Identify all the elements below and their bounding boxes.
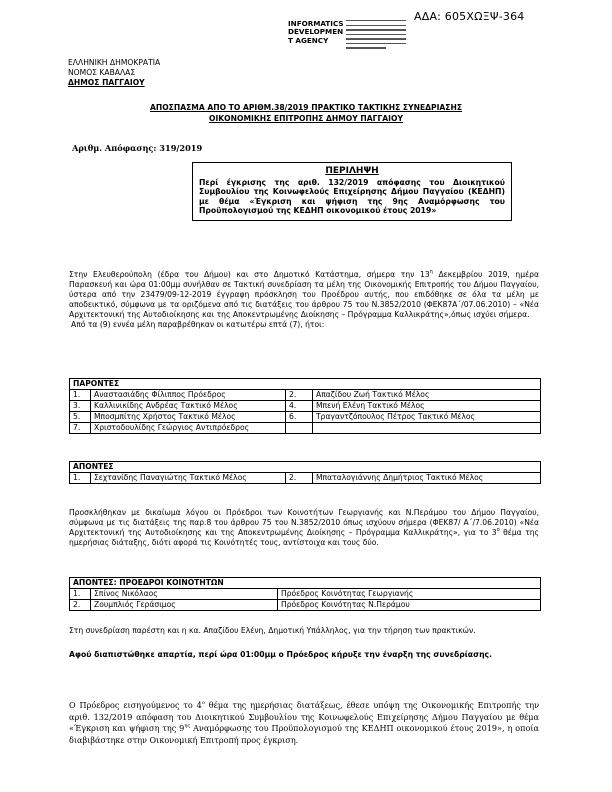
row-number bbox=[286, 423, 313, 434]
closing-text-b: θέμα της ημερήσιας διατάξεως, έθεσε υπόψη της Οικονομικής Επιτροπής την αριθ. 132/2019 απόφαση του Διοικητικού Συμβουλίου της Κοινωφελούς Επιχείρησης Δήμου Παγγαίου με θέμα «Έγκριση και ψήφιση της 9 bbox=[69, 700, 540, 734]
row-number: 7. bbox=[70, 423, 91, 434]
extract-title-line: ΑΠΟΣΠΑΣΜΑ ΑΠΟ ΤΟ ΑΡΙΘΜ.38/2019 ΠΡΑΚΤΙΚΟ ΤΑΚΤΙΚΗΣ ΣΥΝΕΔΡΙΑΣΗΣ bbox=[149, 103, 463, 112]
member-name: Χριστοδουλίδης Γεώργιος Αντιπρόεδρος bbox=[91, 423, 286, 434]
agency-line: T AGENCY bbox=[288, 35, 329, 45]
closing-sup-a: ο bbox=[201, 700, 205, 706]
absent-table-title: ΑΠΟΝΤΕΣ bbox=[70, 462, 541, 473]
secretary-paragraph: Στη συνεδρίαση παρέστη και η κα. Απαζίδου Ελένη, Δημοτική Υπάλληλος, για την τήρηση των πρακτικών. bbox=[69, 626, 476, 635]
absent-members-table bbox=[69, 461, 541, 484]
agency-line: INFORMATICS bbox=[288, 19, 344, 28]
president-name: Ζουμπλιός Γεράσιμος bbox=[91, 600, 278, 611]
table-row bbox=[70, 412, 541, 423]
member-name: Απαζίδου Ζωή Τακτικό Μέλος bbox=[313, 390, 541, 401]
decision-value: 319/2019 bbox=[159, 143, 203, 153]
row-number: 4. bbox=[286, 401, 313, 412]
closing-text-a: Ο Πρόεδρος εισηγούμενος το 4 bbox=[69, 700, 202, 710]
table-row bbox=[70, 473, 541, 484]
extract-title-line: ΟΙΚΟΝΟΜΙΚΗΣ ΕΠΙΤΡΟΠΗΣ ΔΗΜΟΥ ΠΑΓΓΑΙΟΥ bbox=[209, 113, 403, 123]
community-text-b: θέμα της ημερήσιας διάταξης, διότι αφορά τις Κοινότητές τους, αντίστοιχα και τους δύο. bbox=[69, 528, 540, 547]
member-name: Καλλινικίδης Ανδρέας Τακτικό Μέλος bbox=[91, 401, 286, 412]
heads-table-title: ΑΠΟΝΤΕΣ: ΠΡΟΕΔΡΟΙ ΚΟΙΝΟΤΗΤΩΝ bbox=[70, 578, 541, 589]
summary-title: ΠΕΡΙΛΗΨΗ bbox=[325, 166, 379, 176]
president-role: Πρόεδρος Κοινότητας Ν.Περάμου bbox=[278, 600, 541, 611]
member-name: Αναστασιάδης Φίλιππος Πρόεδρος bbox=[91, 390, 286, 401]
closing-paragraph bbox=[69, 700, 539, 746]
row-number: 6. bbox=[286, 412, 313, 423]
member-name: Μπενή Ελένη Τακτικό Μέλος bbox=[313, 401, 541, 412]
row-number: 1. bbox=[70, 390, 91, 401]
member-name: Τραγαντζόπουλος Πέτρος Τακτικό Μέλος bbox=[313, 412, 541, 423]
table-row bbox=[70, 600, 541, 611]
community-heads-table bbox=[69, 577, 541, 611]
agency-line: DEVELOPMEN bbox=[288, 27, 344, 37]
government-heading bbox=[68, 58, 160, 88]
row-number: 5. bbox=[70, 412, 91, 423]
row-number: 2. bbox=[70, 600, 91, 611]
table-row bbox=[70, 589, 541, 600]
table-row bbox=[70, 401, 541, 412]
summary-text: Περί έγκρισης της αριθ. 132/2019 απόφασης του Διοικητικού Συμβουλίου της Κοινωφελούς Επιχείρησης Δήμου Παγγαίου (ΚΕΔΗΠ) με θέμα «Έγκριση και ψήφιση της 9ης Αναμόρφωσης του Προϋπολογισμού της ΚΕΔΗΠ οικονομικού έτους 2019» bbox=[199, 177, 505, 216]
municipality-name: ΔΗΜΟΣ ΠΑΓΓΑΙΟΥ bbox=[68, 78, 145, 87]
country-name: ΕΛΛΗΝΙΚΗ ΔΗΜΟΚΡΑΤΙΑ bbox=[68, 58, 161, 67]
row-number: 3. bbox=[70, 401, 91, 412]
decision-label: Αριθμ. Απόφασης: bbox=[72, 143, 157, 153]
digital-signature-fine-print bbox=[346, 20, 406, 52]
member-name: Μποσμπίτης Χρήστος Τακτικό Μέλος bbox=[91, 412, 286, 423]
present-members-table bbox=[69, 378, 541, 434]
row-number: 2. bbox=[286, 473, 313, 484]
quorum-paragraph: Αφού διαπιστώθηκε απαρτία, περί ώρα 01:00μμ ο Πρόεδρος κήρυξε την έναρξη της συνεδρίασης. bbox=[69, 650, 493, 659]
prefecture-name: ΝΟΜΟΣ ΚΑΒΑΛΑΣ bbox=[68, 68, 136, 77]
member-name: Μπαταλογιάννης Δημήτριος Τακτικό Μέλος bbox=[313, 473, 541, 484]
decision-number bbox=[72, 143, 202, 153]
president-name: Σπίνος Νικόλαος bbox=[91, 589, 278, 600]
intro-sup: η bbox=[429, 269, 433, 275]
community-presidents-paragraph bbox=[69, 508, 539, 548]
table-row bbox=[70, 423, 541, 434]
attendance-note: Από τα (9) εννέα μέλη παραβρέθηκαν οι κατωτέρω επτά (7), ήτοι: bbox=[71, 320, 325, 329]
intro-paragraph bbox=[69, 270, 539, 330]
agency-logo-text bbox=[288, 20, 344, 45]
extract-title bbox=[0, 103, 612, 124]
community-text-a: Προσκλήθηκαν με δικαίωμα λόγου οι Πρόεδροι των Κοινοτήτων Γεωργιανής και Ν.Περάμου του Δήμου Παγγαίου, σύμφωνα με τις διατάξεις της παρ.8 του άρθρου 75 του Ν.3852/2010 όπως ισχύουν σήμερα (ΦΕΚ87/ Α΄/7.06.2010) «Νέα Αρχιτεκτονική της Αυτοδιοίκησης και της Αποκεντρωμένης Διοίκησης – Πρόγραμμα Καλλικράτης», για το 3 bbox=[69, 508, 539, 537]
intro-text-b: Δεκεμβρίου 2019, ημέρα Παρασκευή και ώρα 01:00μμ συνήλθαν σε Τακτική συνεδρίαση τα μέλη της Οικονομικής Επιτροπής του Δήμου Παγγαίου, ύστερα από την 23479/09-12-2019 έγγραφη πρόσκληση του Προέδρου αυτής, που επιδόθηκε σε όλα τα μέλη με αποδεικτικό, σύμφωνα με τα οριζόμενα από τις διατάξεις του άρθρου 75 του Ν.3852/2010 (ΦΕΚ87Α΄/07.06.2010) – «Νέα Αρχιτεκτονική της Αυτοδιοίκησης και της Αποκεντρωμένης Διοίκησης – Πρόγραμμα Καλλικράτης»,όπως ισχύει σήμερα. bbox=[69, 270, 539, 319]
community-sup: ο bbox=[496, 527, 500, 533]
row-number: 1. bbox=[70, 473, 91, 484]
summary-box bbox=[192, 162, 512, 221]
member-name: Σεχτανίδης Παναγιώτης Τακτικό Μέλος bbox=[91, 473, 286, 484]
ada-code: ΑΔΑ: 605ΧΩΞΨ-364 bbox=[414, 10, 525, 23]
closing-text-c: Αναμόρφωσης του Προϋπολογισμού της ΚΕΔΗΠ οικονομικού έτους 2019», η οποία διαβιβάστηκε στην Οικονομική Επιτροπή προς έγκριση. bbox=[69, 723, 539, 745]
intro-text-a: Στην Ελευθερούπολη (έδρα του Δήμου) και στο Δημοτικό Κατάστημα, σήμερα την 13 bbox=[69, 270, 430, 279]
row-number: 2. bbox=[286, 390, 313, 401]
closing-sup-b: ης bbox=[184, 723, 191, 730]
member-name bbox=[313, 423, 541, 434]
present-table-title: ΠΑΡΟΝΤΕΣ bbox=[70, 379, 541, 390]
row-number: 1. bbox=[70, 589, 91, 600]
table-row bbox=[70, 390, 541, 401]
president-role: Πρόεδρος Κοινότητας Γεωργιανής bbox=[278, 589, 541, 600]
